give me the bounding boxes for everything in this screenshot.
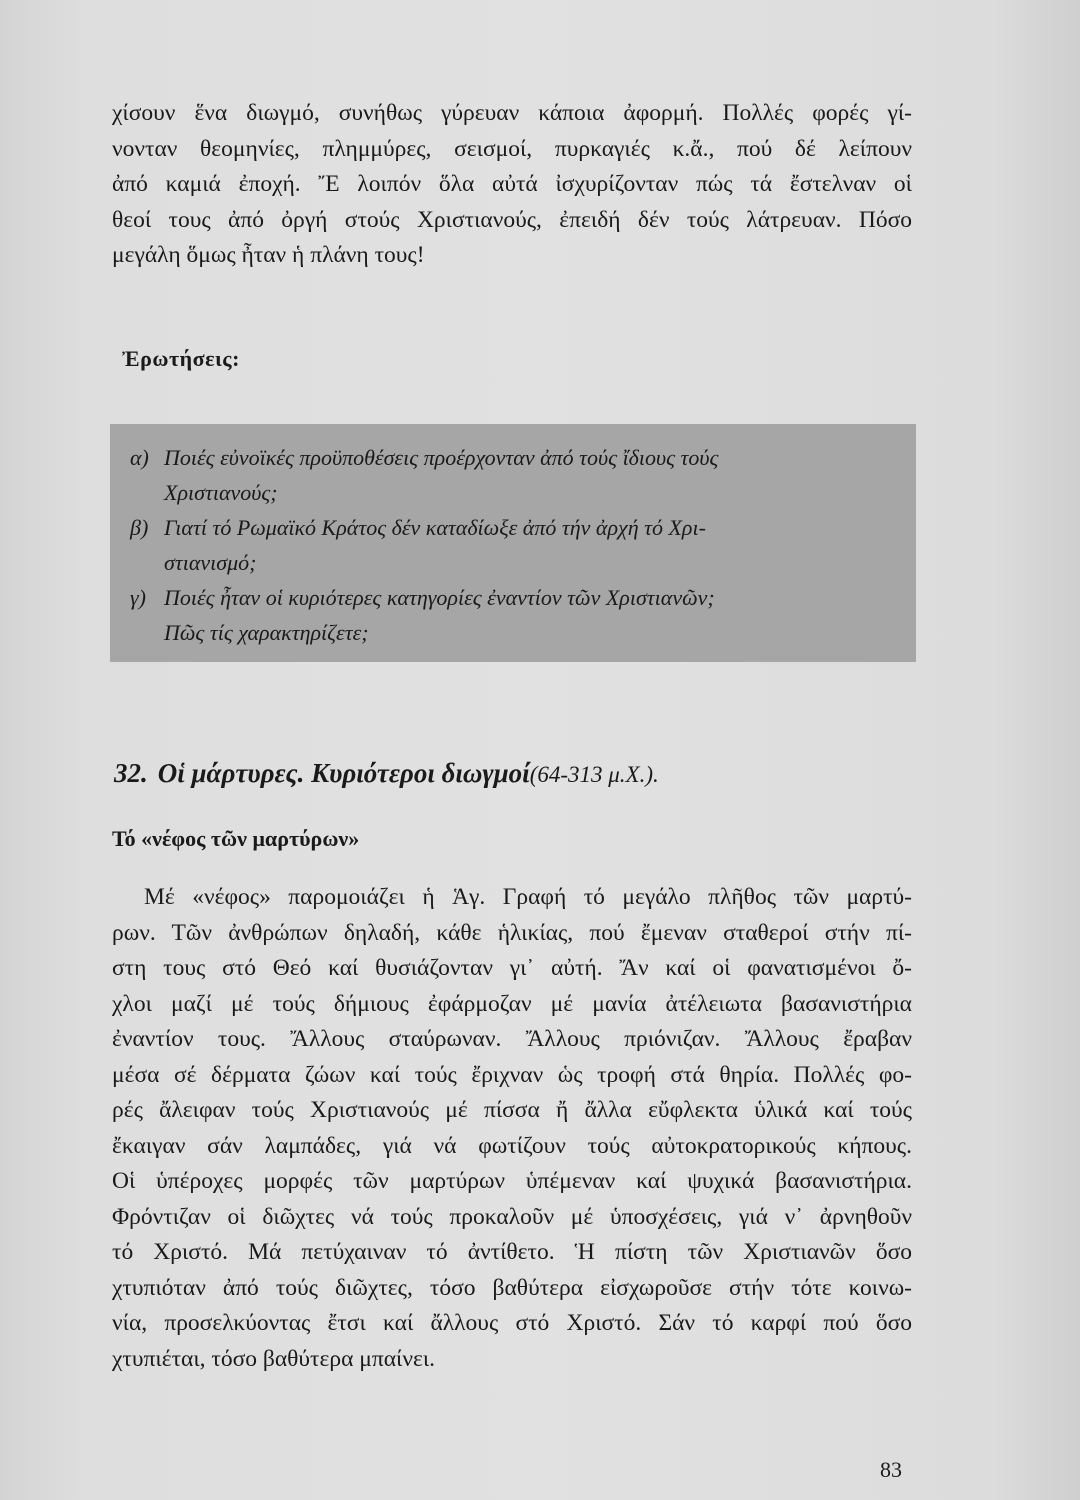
paragraph-line: χτυπιέται, τόσο βαθύτερα μπαίνει. xyxy=(112,1345,436,1372)
section-title-text: Οἱ μάρτυρες. Κυριότεροι διωγμοί xyxy=(157,758,530,788)
paragraph-line: μέσα σέ δέρματα ζώων καί τούς ἔριχναν ὡς τροφή στά θηρία. Πολλές φο- xyxy=(112,1061,912,1088)
section-number: 32. xyxy=(114,758,148,788)
section-title xyxy=(114,758,659,789)
body-paragraph xyxy=(112,880,912,1377)
paragraph-line: χλοι μαζί μέ τούς δήμιους ἐφάρμοζαν μέ μανία ἀτέλειωτα βασανιστήρια xyxy=(112,990,912,1017)
paragraph-line: νονταν θεομηνίες, πλημμύρες, σεισμοί, πυρκαγιές κ.ἄ., πού δέ λείπουν xyxy=(112,135,912,162)
paragraph-line: Φρόντιζαν οἱ διῶχτες νά τούς προκαλοῦν μέ ὑποσχέσεις, γιά ν᾽ ἀρνηθοῦν xyxy=(112,1203,912,1230)
paragraph-line: τό Χριστό. Μά πετύχαιναν τό ἀντίθετο. Ἡ πίστη τῶν Χριστιανῶν ὅσο xyxy=(112,1239,912,1265)
question-line: Χριστιανούς; xyxy=(164,480,278,505)
question-line: στιανισμό; xyxy=(164,550,257,575)
questions-list xyxy=(130,440,850,650)
paragraph-line: ρων. Τῶν ἀνθρώπων δηλαδή, κάθε ἡλικίας, πού ἔμεναν σταθεροί στήν πί- xyxy=(112,919,912,946)
question-item xyxy=(130,440,850,510)
paragraph-line: μεγάλη ὅμως ἦταν ἡ πλάνη τους! xyxy=(112,242,425,268)
question-marker: α) xyxy=(130,445,149,470)
paragraph-line: ἐναντίον τους. Ἄλλους σταύρωναν. Ἄλλους πριόνιζαν. Ἄλλους ἔραβαν xyxy=(112,1026,912,1052)
subheading: Τό «νέφος τῶν μαρτύρων» xyxy=(112,826,360,851)
paragraph-line: Μέ «νέφος» παρομοιάζει ἡ Ἁγ. Γραφή τό μεγάλο πλῆθος τῶν μαρτύ- xyxy=(144,884,912,910)
paragraph-line: στη τους στό Θεό καί θυσιάζονταν γι᾽ αὐτή. Ἄν καί οἱ φανατισμένοι ὄ- xyxy=(112,955,912,981)
paragraph-line: Οἱ ὑπέροχες μορφές τῶν μαρτύρων ὑπέμεναν καί ψυχικά βασανιστήρια. xyxy=(112,1168,912,1194)
paragraph-line: ἔκαιγαν σάν λαμπάδες, γιά νά φωτίζουν τούς αὐτοκρατορικούς κήπους. xyxy=(112,1132,912,1159)
question-item xyxy=(130,510,850,580)
paragraph-line: ἀπό καμιά ἐποχή. Ἔ λοιπόν ὅλα αὐτά ἰσχυρίζονταν πώς τά ἔστελναν οἱ xyxy=(112,171,912,197)
question-marker: γ) xyxy=(130,585,146,610)
question-marker: β) xyxy=(130,515,149,540)
page-number: 83 xyxy=(880,1457,902,1482)
questions-heading: Ἐρωτήσεις: xyxy=(122,346,240,371)
paragraph-line: χτυπιόταν ἀπό τούς διῶχτες, τόσο βαθύτερα εἰσχωροῦσε στήν τότε κοινω- xyxy=(112,1274,912,1301)
intro-paragraph xyxy=(112,96,912,274)
paragraph-line: νία, προσελκύοντας ἔτσι καί ἄλλους στό Χριστό. Σάν τό καρφί πού ὅσο xyxy=(112,1310,912,1336)
question-line: Ποιές ἦταν οἱ κυριότερες κατηγορίες ἐναντίον τῶν Χριστιανῶν; xyxy=(164,585,715,610)
question-line: Γιατί τό Ρωμαϊκό Κράτος δέν καταδίωξε ἀπό τήν ἀρχή τό Χρι- xyxy=(164,515,706,540)
section-period: (64-313 μ.Χ.). xyxy=(529,762,659,787)
paragraph-line: ρές ἄλειφαν τούς Χριστιανούς μέ πίσσα ἤ ἄλλα εὔφλεκτα ὑλικά καί τούς xyxy=(112,1097,912,1123)
paragraph-line: χίσουν ἕνα διωγμό, συνήθως γύρευαν κάποια ἀφορμή. Πολλές φορές γί- xyxy=(112,100,912,126)
question-line: Πῶς τίς χαρακτηρίζετε; xyxy=(164,620,369,645)
paragraph-line: θεοί τους ἀπό ὀργή στούς Χριστιανούς, ἐπειδή δέν τούς λάτρευαν. Πόσο xyxy=(112,206,912,233)
question-line: Ποιές εὐνοϊκές προϋποθέσεις προέρχονταν ἀπό τούς ἴδιους τούς xyxy=(164,445,719,470)
question-item xyxy=(130,580,850,650)
